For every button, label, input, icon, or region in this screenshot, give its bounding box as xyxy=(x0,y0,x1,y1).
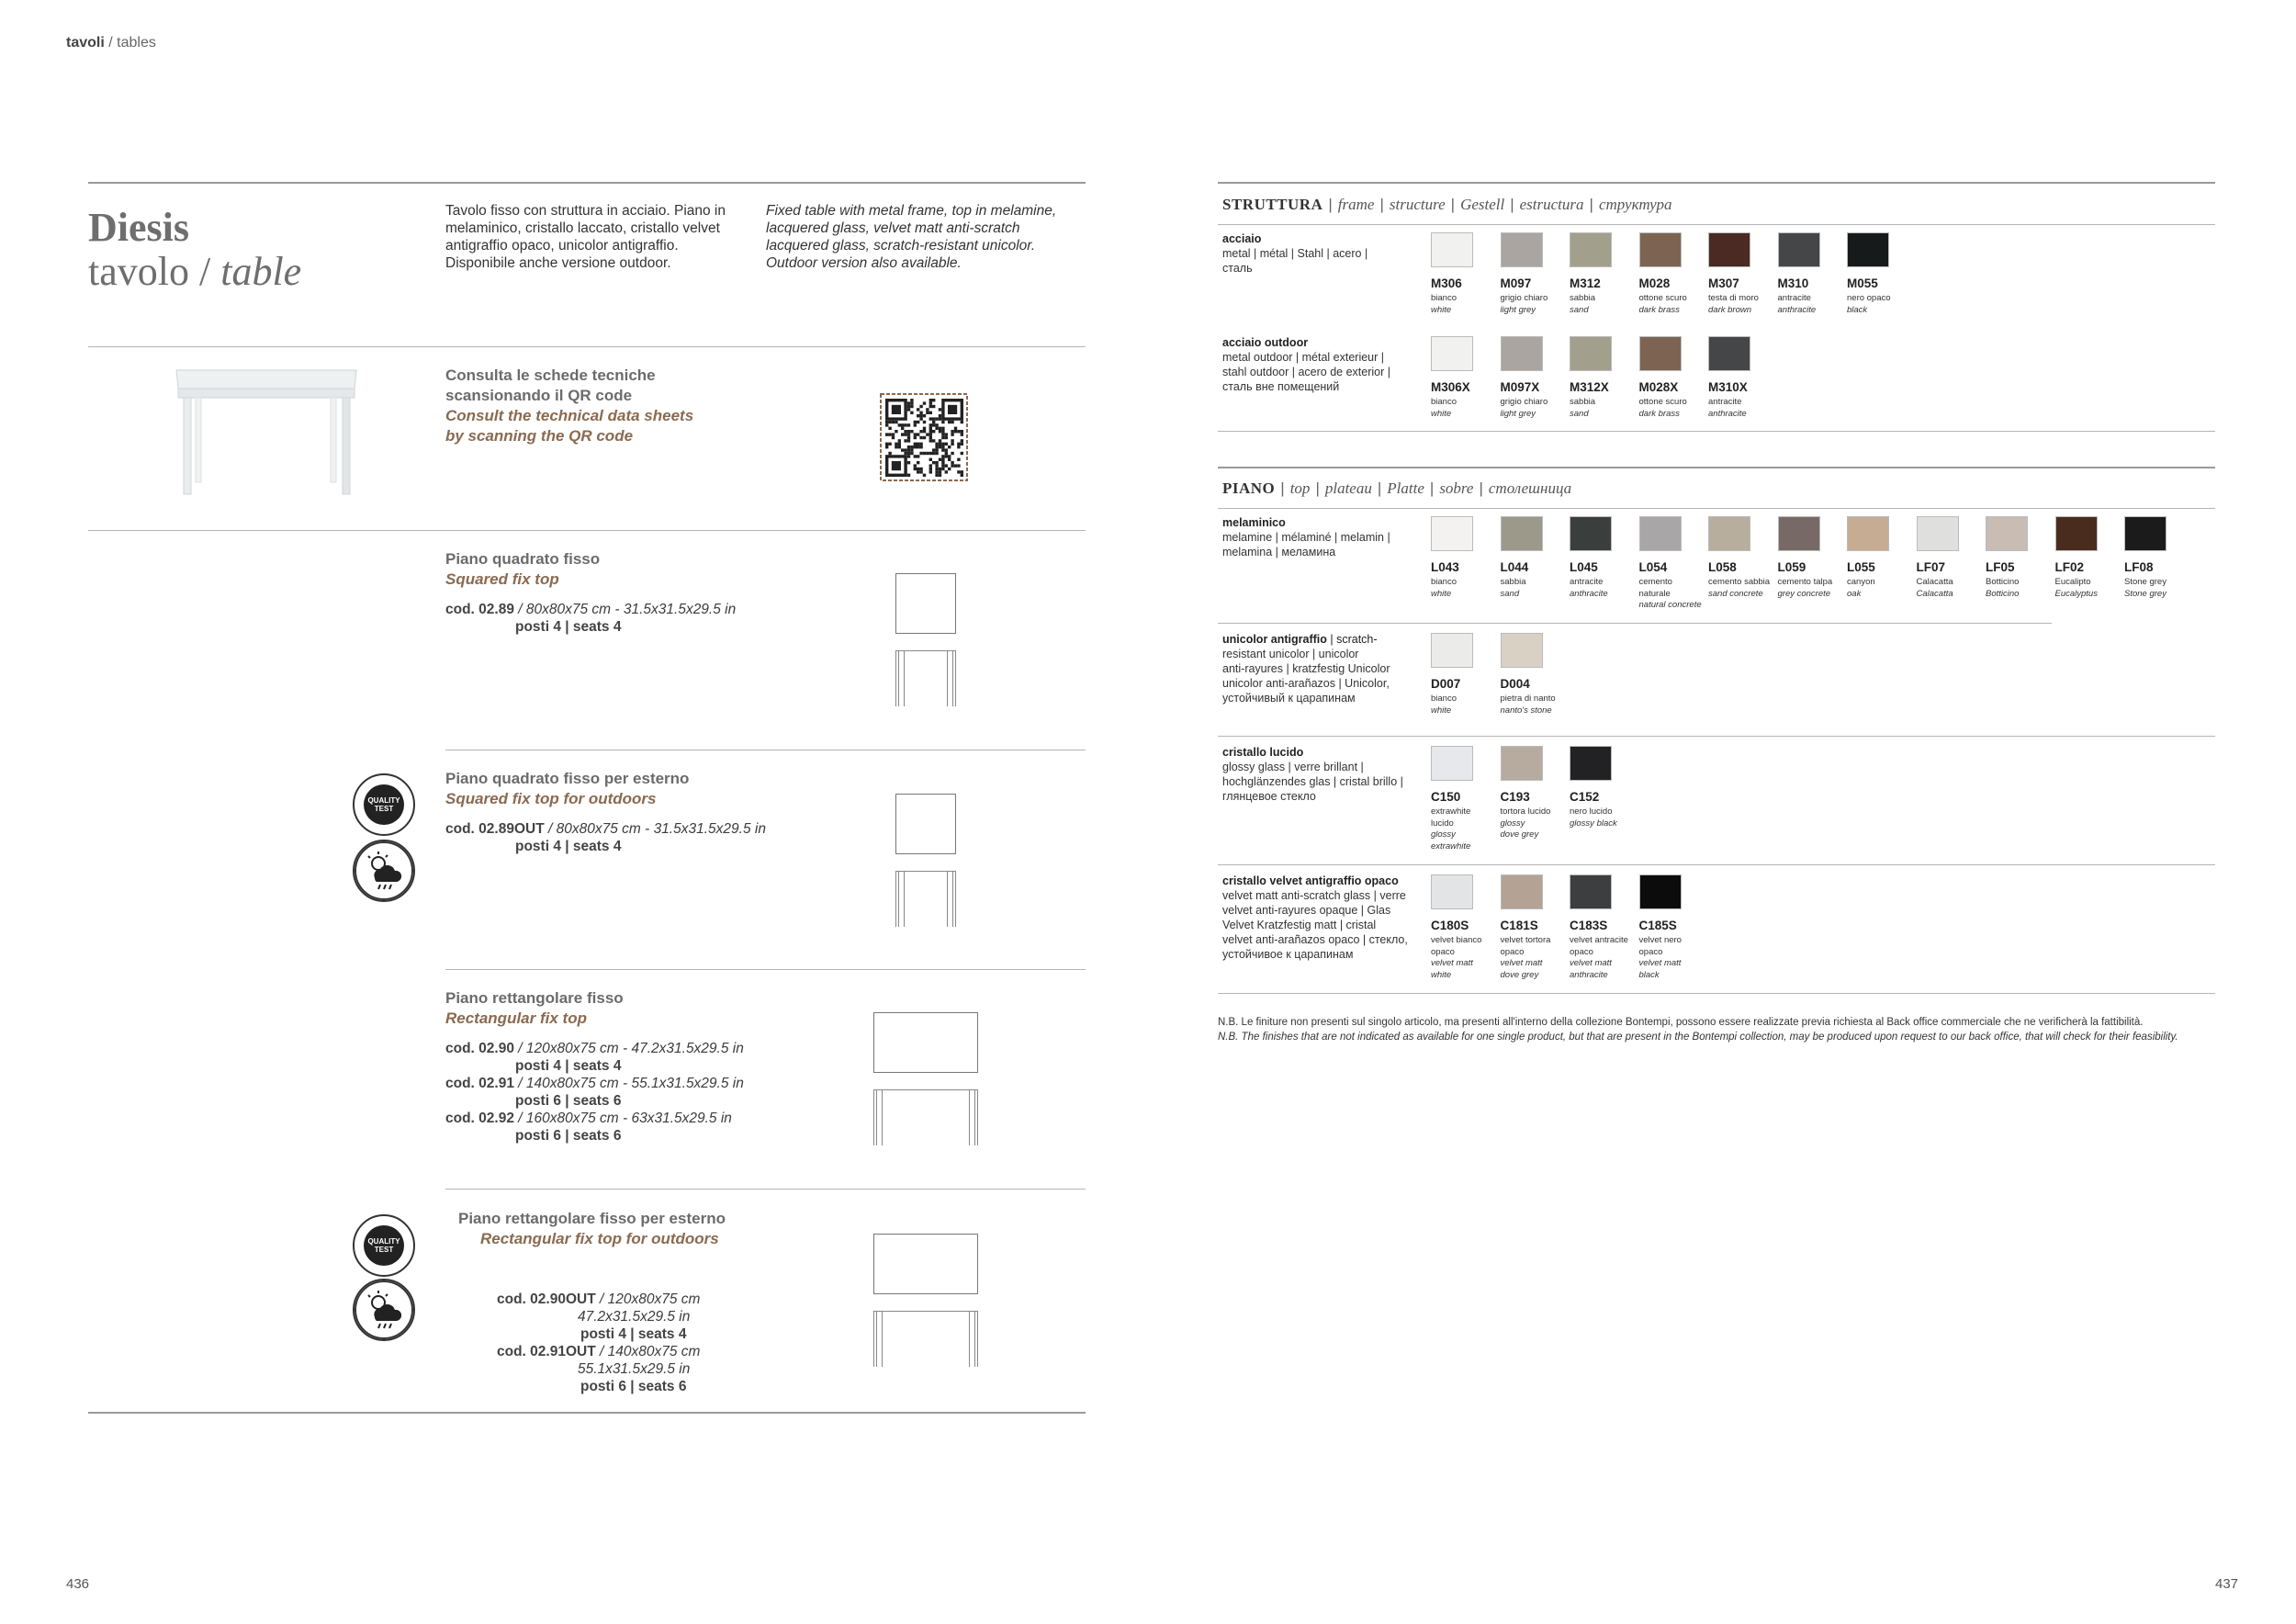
divider xyxy=(1218,508,2215,509)
swatch-label-it: opaco xyxy=(1570,946,1593,957)
swatch-code: D004 xyxy=(1500,677,1530,691)
swatch-code: LF08 xyxy=(2124,560,2154,574)
swatch-code: C181S xyxy=(1500,919,1538,932)
material-group-desc: metal | métal | Stahl | acero | xyxy=(1222,247,1368,260)
struttura-heading-main: STRUTTURA xyxy=(1222,196,1323,213)
quality-test-label: QUALITY TEST xyxy=(364,784,404,825)
weather-resistant-icon xyxy=(353,1279,415,1341)
qr-caption-en: Consult the technical data sheets xyxy=(445,407,694,424)
swatch-label-en: dark brown xyxy=(1708,304,1751,315)
material-group-label: acciaio outdoor xyxy=(1222,336,1309,349)
swatch-label-en: glossy xyxy=(1431,829,1456,840)
swatch-label-it: cemento talpa xyxy=(1777,577,1833,587)
swatch-c185s[interactable] xyxy=(1639,874,1682,909)
struttura-heading-lang: structure xyxy=(1389,196,1446,213)
variant-title-en: Rectangular fix top xyxy=(445,1009,587,1027)
variant-title-it: Piano quadrato fisso xyxy=(445,550,601,568)
swatch-label-it: cemento xyxy=(1638,577,1672,587)
material-group-label-tail: | scratch- xyxy=(1326,633,1378,646)
swatch-code: C193 xyxy=(1500,790,1530,804)
material-group-name xyxy=(1222,745,1429,760)
material-group-desc: hochglänzendes glas | cristal brillo | xyxy=(1222,775,1403,788)
weather-resistant-icon xyxy=(353,840,415,902)
swatch-code: L045 xyxy=(1570,560,1598,574)
swatch-m312[interactable] xyxy=(1570,232,1612,267)
material-group-desc: glossy glass | verre brillant | xyxy=(1222,761,1364,773)
variant-code-line xyxy=(445,1075,850,1092)
qr-caption xyxy=(445,366,693,446)
swatch-l059[interactable] xyxy=(1778,516,1820,551)
side-view-rectangle xyxy=(873,1311,978,1367)
material-group-name xyxy=(1222,515,1429,530)
swatch-l058[interactable] xyxy=(1708,516,1750,551)
swatch-label-it: nero opaco xyxy=(1847,293,1891,303)
swatch-label-it: bianco xyxy=(1431,577,1457,587)
swatch-label-en: anthracite xyxy=(1708,408,1747,419)
swatch-m306[interactable] xyxy=(1431,232,1473,267)
variant-code: cod. 02.91 xyxy=(445,1076,514,1091)
variant-seats: posti 6 | seats 6 xyxy=(580,1379,687,1394)
swatch-label-en: sand xyxy=(1500,588,1520,599)
divider xyxy=(1218,623,2052,624)
swatch-label-en: glossy black xyxy=(1570,818,1617,829)
description-en-line: Outdoor version also available. xyxy=(766,255,962,271)
swatch-label-en: white xyxy=(1431,304,1452,315)
material-group-desc: Velvet Kratzfestig matt | cristal xyxy=(1222,919,1377,931)
swatch-code: M312 xyxy=(1570,276,1601,290)
swatch-label-en: dark brass xyxy=(1638,408,1680,419)
description-it-line: Disponibile anche versione outdoor. xyxy=(445,255,671,271)
swatch-label-en: oak xyxy=(1847,588,1862,599)
swatch-label-it: velvet tortora xyxy=(1500,935,1551,945)
swatch-d007[interactable] xyxy=(1431,633,1473,668)
material-group-desc: сталь вне помещений xyxy=(1222,380,1340,393)
material-group-desc: unicolor anti-arañazos | Unicolor, xyxy=(1222,677,1390,690)
breadcrumb-sub: tables xyxy=(117,35,156,51)
material-group-desc: anti-rayures | kratzfestig Unicolor xyxy=(1222,662,1390,675)
variant-dims: / 80x80x75 cm - 31.5x31.5x29.5 in xyxy=(544,821,766,837)
swatch-l043[interactable] xyxy=(1431,516,1473,551)
swatch-code: L043 xyxy=(1431,560,1459,574)
variant-code: cod. 02.90 xyxy=(445,1041,514,1056)
piano-heading-lang: sobre xyxy=(1439,479,1474,497)
swatch-label-it: ottone scuro xyxy=(1638,293,1687,303)
swatch-code: L059 xyxy=(1777,560,1806,574)
variant-dims: / 140x80x75 cm xyxy=(595,1344,701,1359)
variant-seats: posti 4 | seats 4 xyxy=(515,1058,622,1074)
struttura-heading-lang: estructura xyxy=(1519,196,1584,213)
variant-dims: / 160x80x75 cm - 63x31.5x29.5 in xyxy=(513,1111,732,1126)
piano-heading-lang: plateau xyxy=(1324,479,1372,497)
swatch-code: M097X xyxy=(1500,380,1540,394)
divider xyxy=(445,1189,1086,1190)
swatch-label-it: Stone grey xyxy=(2124,577,2167,587)
divider xyxy=(1218,224,2215,225)
swatch-m028[interactable] xyxy=(1639,232,1682,267)
material-group-label: cristallo lucido xyxy=(1222,746,1304,759)
product-name: Diesis xyxy=(88,205,189,250)
qr-caption-en: by scanning the QR code xyxy=(445,427,634,445)
swatch-label-it: Eucalipto xyxy=(2054,577,2091,587)
swatch-code: L055 xyxy=(1847,560,1875,574)
swatch-code: D007 xyxy=(1431,677,1461,691)
swatch-label-it: antracite xyxy=(1570,577,1604,587)
swatch-label-it: sabbia xyxy=(1570,397,1595,407)
swatch-c180s[interactable] xyxy=(1431,874,1473,909)
swatch-m310x[interactable] xyxy=(1708,336,1750,371)
swatch-code: C150 xyxy=(1431,790,1461,804)
swatch-m097[interactable] xyxy=(1501,232,1543,267)
swatch-lf08[interactable] xyxy=(2124,516,2167,551)
variant-dims-in: 55.1x31.5x29.5 in xyxy=(578,1361,691,1377)
swatch-label-it: antracite xyxy=(1777,293,1811,303)
swatch-l044[interactable] xyxy=(1501,516,1543,551)
piano-heading-lang: top xyxy=(1289,479,1311,497)
struttura-heading-lang: структура xyxy=(1598,196,1672,213)
variant-title-en: Squared fix top for outdoors xyxy=(445,790,657,807)
description-it-line: antigraffio opaco, unicolor antigraffio. xyxy=(445,238,679,254)
top-view-rectangle xyxy=(873,1234,978,1294)
variant-code-line xyxy=(445,820,850,838)
swatch-m306x[interactable] xyxy=(1431,336,1473,371)
breadcrumb-separator: / xyxy=(104,35,118,51)
swatch-code: M312X xyxy=(1570,380,1609,394)
swatch-c193[interactable] xyxy=(1501,746,1543,781)
swatch-label-it: Botticino xyxy=(1986,577,2020,587)
side-view-rectangle xyxy=(873,1089,978,1145)
swatch-code: C183S xyxy=(1570,919,1608,932)
material-group-desc: velvet anti-arañazos opaco | стекло, xyxy=(1222,933,1408,946)
material-group-desc: глянцевое стекло xyxy=(1222,790,1316,803)
swatch-code: M306X xyxy=(1431,380,1470,394)
divider xyxy=(88,346,1086,347)
swatch-l045[interactable] xyxy=(1570,516,1612,551)
swatch-label-en: velvet matt xyxy=(1638,958,1682,968)
swatch-label-it: lucido xyxy=(1431,818,1454,829)
swatch-label-it: naturale xyxy=(1638,588,1671,599)
swatch-label-en: dark brass xyxy=(1638,304,1680,315)
variant-seats: posti 4 | seats 4 xyxy=(580,1326,687,1342)
swatch-code: LF02 xyxy=(2054,560,2085,574)
swatch-label-en: Eucalyptus xyxy=(2054,588,2098,599)
variant-title-it: Piano rettangolare fisso per esterno xyxy=(458,1210,726,1227)
variant-seats: posti 4 | seats 4 xyxy=(515,839,622,854)
swatch-l055[interactable] xyxy=(1847,516,1889,551)
top-view-square xyxy=(895,794,956,854)
swatch-code: M306 xyxy=(1431,276,1462,290)
variant-code-line xyxy=(497,1291,846,1308)
swatch-m028x[interactable] xyxy=(1639,336,1682,371)
description-en-line: lacquered glass, velvet matt anti-scratch xyxy=(766,220,1020,236)
swatch-label-en: velvet matt xyxy=(1570,958,1612,968)
quality-test-badge-icon xyxy=(353,773,415,836)
swatch-label-en: white xyxy=(1431,705,1452,716)
swatch-label-en: dove grey xyxy=(1500,829,1539,840)
swatch-label-it: bianco xyxy=(1431,397,1457,407)
swatch-label-en: white xyxy=(1431,408,1452,419)
swatch-code: M028X xyxy=(1638,380,1679,394)
variant-code: cod. 02.92 xyxy=(445,1111,514,1126)
material-group-label: acciaio xyxy=(1222,232,1262,245)
swatch-label-it: sabbia xyxy=(1500,577,1526,587)
breadcrumb-main: tavoli xyxy=(66,35,105,51)
page-number-left: 436 xyxy=(66,1576,90,1592)
swatch-label-it: opaco xyxy=(1431,946,1455,957)
divider xyxy=(1218,467,2215,468)
swatch-label-it: pietra di nanto xyxy=(1500,694,1556,704)
swatch-lf07[interactable] xyxy=(1917,516,1959,551)
material-group-desc: устойчивое к царапинам xyxy=(1222,948,1354,961)
variant-code: cod. 02.90OUT xyxy=(497,1291,596,1307)
variant-title-it: Piano rettangolare fisso xyxy=(445,989,624,1007)
swatch-label-en: sand xyxy=(1570,408,1589,419)
swatch-label-en: dove grey xyxy=(1500,969,1539,980)
swatch-label-en: black xyxy=(1638,969,1660,980)
material-group-name xyxy=(1222,632,1429,647)
product-type-it: tavolo xyxy=(88,249,189,294)
swatch-label-en: sand xyxy=(1570,304,1589,315)
variant-seats: posti 6 | seats 6 xyxy=(515,1093,622,1109)
struttura-heading-lang: frame xyxy=(1337,196,1375,213)
description-it-line: melaminico, cristallo laccato, cristallo velvet xyxy=(445,220,720,236)
swatch-m312x[interactable] xyxy=(1570,336,1612,371)
swatch-code: L054 xyxy=(1638,560,1668,574)
material-group-label: unicolor antigraffio xyxy=(1222,633,1327,646)
qr-caption-it: Consulta le schede tecniche xyxy=(445,367,656,384)
breadcrumb xyxy=(66,35,156,51)
swatch-label-en: light grey xyxy=(1500,408,1536,419)
swatch-label-it: antracite xyxy=(1708,397,1742,407)
swatch-code: C152 xyxy=(1570,790,1600,804)
material-group-name xyxy=(1222,874,1429,888)
swatch-label-en: light grey xyxy=(1500,304,1536,315)
product-type-slash: / xyxy=(188,249,221,294)
swatch-m307[interactable] xyxy=(1708,232,1750,267)
variant-dims-in: 47.2x31.5x29.5 in xyxy=(578,1309,691,1325)
swatch-code: M097 xyxy=(1500,276,1532,290)
swatch-label-en: white xyxy=(1431,969,1452,980)
swatch-label-en: Botticino xyxy=(1986,588,2020,599)
swatch-label-it: opaco xyxy=(1500,946,1525,957)
material-group-desc: metal outdoor | métal exterieur | xyxy=(1222,351,1385,364)
swatch-label-it: bianco xyxy=(1431,694,1457,704)
swatch-lf02[interactable] xyxy=(2055,516,2098,551)
swatch-label-en: glossy xyxy=(1500,818,1525,829)
swatch-code: M055 xyxy=(1847,276,1878,290)
divider-bottom-left xyxy=(88,1412,1086,1414)
variant-rectangular-outdoor xyxy=(458,1209,862,1249)
variant-code-line xyxy=(497,1343,846,1360)
finishes-note-en: N.B. The finishes that are not indicated as available for one single product, but that are present in the Bontempi collection, may be produced upon request to our back office, that will check for their feasibility. xyxy=(1218,1032,2178,1043)
divider xyxy=(1218,736,2215,737)
swatch-label-en: anthracite xyxy=(1777,304,1817,315)
qr-caption-it: scansionando il QR code xyxy=(445,387,633,404)
swatch-label-it: velvet nero xyxy=(1638,935,1682,945)
divider xyxy=(1218,993,2215,994)
variant-title-en: Rectangular fix top for outdoors xyxy=(480,1230,719,1247)
swatch-c181s[interactable] xyxy=(1501,874,1543,909)
material-group-label: cristallo velvet antigraffio opaco xyxy=(1222,874,1399,887)
variant-seats: posti 4 | seats 4 xyxy=(515,619,622,635)
description-en xyxy=(766,202,1078,272)
piano-heading-lang: столешница xyxy=(1488,479,1572,497)
swatch-code: M028 xyxy=(1638,276,1671,290)
swatch-label-en: velvet matt xyxy=(1500,958,1543,968)
swatch-label-en: black xyxy=(1847,304,1868,315)
swatch-lf05[interactable] xyxy=(1986,516,2028,551)
material-group-desc: melamina | меламина xyxy=(1222,546,1336,558)
swatch-label-it: tortora lucido xyxy=(1500,806,1551,817)
swatch-d004[interactable] xyxy=(1501,633,1543,668)
swatch-code: L058 xyxy=(1708,560,1737,574)
variant-dims: / 80x80x75 cm - 31.5x31.5x29.5 in xyxy=(513,602,737,617)
variant-squared-outdoor xyxy=(445,769,850,855)
description-en-line: lacquered glass, scratch-resistant unicolor. xyxy=(766,238,1036,254)
swatch-label-en: Calacatta xyxy=(1916,588,1953,599)
swatch-label-it: velvet antracite xyxy=(1570,935,1628,945)
swatch-label-en: extrawhite xyxy=(1431,840,1471,851)
swatch-label-it: sabbia xyxy=(1570,293,1595,303)
variant-dims: / 120x80x75 cm xyxy=(595,1291,701,1307)
finishes-note-it: N.B. Le finiture non presenti sul singolo articolo, ma presenti all'interno della collezione Bontempi, possono essere realizzate previa richiesta al Back office commerciale che ne verificherà la fattibilità. xyxy=(1218,1017,2144,1028)
swatch-label-en: sand concrete xyxy=(1708,588,1763,599)
variant-code-line xyxy=(445,1040,850,1057)
swatch-label-it: Calacatta xyxy=(1916,577,1953,587)
swatch-c152[interactable] xyxy=(1570,746,1612,781)
variant-code: cod. 02.89 xyxy=(445,602,514,617)
swatch-label-en: grey concrete xyxy=(1777,588,1831,599)
swatch-m097x[interactable] xyxy=(1501,336,1543,371)
piano-heading-main: PIANO xyxy=(1222,479,1276,497)
page-number-right: 437 xyxy=(2215,1576,2239,1592)
variant-code-line xyxy=(445,601,831,618)
swatch-label-en: velvet matt xyxy=(1431,958,1473,968)
swatch-code: L044 xyxy=(1500,560,1529,574)
swatch-label-it: opaco xyxy=(1638,946,1663,957)
divider xyxy=(1218,431,2215,432)
swatch-c183s[interactable] xyxy=(1570,874,1612,909)
variant-rectangular-outdoor-codes xyxy=(497,1291,846,1395)
swatch-label-it: ottone scuro xyxy=(1638,397,1687,407)
variant-seats: posti 6 | seats 6 xyxy=(515,1128,622,1144)
variant-title-en: Squared fix top xyxy=(445,570,559,588)
swatch-label-it: testa di moro xyxy=(1708,293,1759,303)
swatch-code: M310 xyxy=(1777,276,1809,290)
swatch-label-en: anthracite xyxy=(1570,588,1608,599)
swatch-label-en: nanto's stone xyxy=(1500,705,1552,716)
swatch-code: C180S xyxy=(1431,919,1469,932)
piano-heading: PIANO | top | plateau | Platte | sobre | столешница xyxy=(1222,479,1572,497)
variant-code-line xyxy=(445,1110,850,1127)
swatch-label-it: canyon xyxy=(1847,577,1875,587)
quality-test-label: QUALITY TEST xyxy=(364,1225,404,1266)
swatch-label-it: nero lucido xyxy=(1570,806,1613,817)
swatch-label-en: anthracite xyxy=(1570,969,1608,980)
swatch-label-en: Stone grey xyxy=(2124,588,2167,599)
side-view-square xyxy=(895,871,956,927)
piano-heading-lang: Platte xyxy=(1387,479,1424,497)
struttura-heading: STRUTTURA | frame | structure | Gestell | estructura | структура xyxy=(1222,196,1672,213)
top-view-rectangle xyxy=(873,1012,978,1073)
divider-top-left xyxy=(88,182,1086,184)
swatch-label-it: bianco xyxy=(1431,293,1457,303)
divider xyxy=(88,530,1086,531)
material-group-desc: stahl outdoor | acero de exterior | xyxy=(1222,366,1390,378)
swatch-code: M307 xyxy=(1708,276,1739,290)
swatch-label-en: white xyxy=(1431,588,1452,599)
swatch-label-it: extrawhite xyxy=(1431,806,1471,817)
material-group-name xyxy=(1222,335,1429,350)
swatch-label-en: natural concrete xyxy=(1638,600,1702,610)
divider xyxy=(445,969,1086,970)
swatch-code: M310X xyxy=(1708,380,1748,394)
material-group-desc: velvet matt anti-scratch glass | verre xyxy=(1222,889,1406,902)
material-group-desc: сталь xyxy=(1222,262,1253,275)
description-en-line: Fixed table with metal frame, top in melamine, xyxy=(766,203,1057,219)
divider xyxy=(1218,864,2215,865)
qr-code-icon[interactable] xyxy=(880,393,968,481)
material-group-desc: устойчивый к царапинам xyxy=(1222,692,1356,705)
divider-top-right xyxy=(1218,182,2215,184)
product-type xyxy=(88,248,301,295)
material-group-desc: melamine | mélaminé | melamin | xyxy=(1222,531,1390,544)
variant-squared xyxy=(445,549,831,636)
material-group-name xyxy=(1222,231,1429,246)
description-it-line: Tavolo fisso con struttura in acciaio. Piano in xyxy=(445,203,726,219)
side-view-square xyxy=(895,650,956,706)
variant-code: cod. 02.89OUT xyxy=(445,821,545,837)
variant-dims: / 120x80x75 cm - 47.2x31.5x29.5 in xyxy=(513,1041,744,1056)
swatch-m055[interactable] xyxy=(1847,232,1889,267)
material-group-label: melaminico xyxy=(1222,516,1286,529)
swatch-code: LF05 xyxy=(1986,560,2015,574)
struttura-heading-lang: Gestell xyxy=(1460,196,1505,213)
variant-title-it: Piano quadrato fisso per esterno xyxy=(445,770,690,787)
variant-dims: / 140x80x75 cm - 55.1x31.5x29.5 in xyxy=(513,1076,744,1091)
swatch-code: C185S xyxy=(1638,919,1677,932)
swatch-c150[interactable] xyxy=(1431,746,1473,781)
material-group-desc: resistant unicolor | unicolor xyxy=(1222,648,1359,660)
swatch-label-it: grigio chiaro xyxy=(1500,397,1548,407)
quality-test-badge-icon xyxy=(353,1214,415,1277)
product-type-en: table xyxy=(220,249,302,294)
swatch-l054[interactable] xyxy=(1639,516,1682,551)
swatch-label-it: grigio chiaro xyxy=(1500,293,1548,303)
variant-rectangular xyxy=(445,988,850,1145)
product-photo xyxy=(165,363,367,505)
swatch-label-it: velvet bianco xyxy=(1431,935,1482,945)
swatch-code: LF07 xyxy=(1916,560,1946,574)
material-group-desc: velvet anti-rayures opaque | Glas xyxy=(1222,904,1391,917)
description-it xyxy=(445,202,739,272)
swatch-m310[interactable] xyxy=(1778,232,1820,267)
variant-code: cod. 02.91OUT xyxy=(497,1344,596,1359)
swatch-label-it: cemento sabbia xyxy=(1708,577,1771,587)
top-view-square xyxy=(895,573,956,634)
